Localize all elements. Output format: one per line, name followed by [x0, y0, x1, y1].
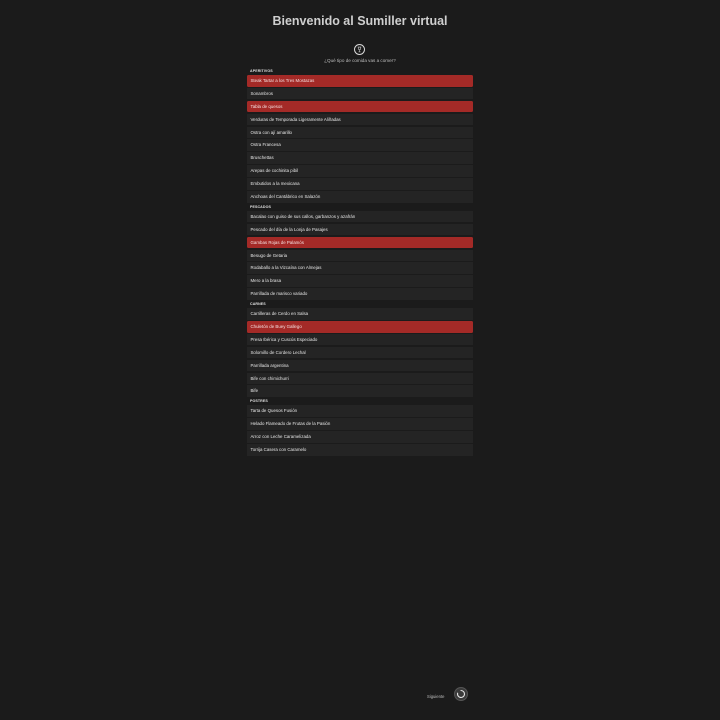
menu-item[interactable]: Torrija Casera con Caramelo: [247, 444, 473, 456]
wine-glass-icon: [354, 44, 365, 55]
next-label: Siguiente: [427, 693, 445, 699]
menu-item[interactable]: Bife con chimichurri: [247, 373, 473, 385]
menu-item[interactable]: Pescado del día de la Lonja de Pasajes: [247, 224, 473, 236]
menu-item[interactable]: Gambas Rojas de Palamós: [247, 237, 473, 249]
menu-item[interactable]: Arepas de cochinita pibil: [247, 165, 473, 177]
menu-item[interactable]: Parrillada de marisco variado: [247, 288, 473, 300]
menu-item[interactable]: Ostra con ají amarillo: [247, 127, 473, 139]
section-header-carnes: CARNES: [250, 302, 266, 307]
menu-item[interactable]: Bife: [247, 385, 473, 397]
menu-item[interactable]: Carrilleras de Cerdo en Salsa: [247, 308, 473, 320]
menu-item[interactable]: Tarta de Quesos Fusión: [247, 405, 473, 417]
food-question: ¿Qué tipo de comida vas a comer?: [324, 58, 396, 63]
menu-item[interactable]: Presa Ibérica y Cuscús Especiado: [247, 334, 473, 346]
spinner-icon: [456, 689, 466, 699]
section-header-aperitivos: APERITIVOS: [250, 69, 273, 73]
section-header-postres: POSTRES: [250, 399, 268, 404]
page-title: Bienvenido al Sumiller virtual: [272, 14, 448, 28]
menu-item[interactable]: Arroz con Leche Caramelizada: [247, 431, 473, 443]
menu-item[interactable]: Ostra Francesa: [247, 139, 473, 151]
menu-item[interactable]: Mero a la brasa: [247, 275, 473, 287]
menu-item[interactable]: Rodaballo a la Vizcaína con Almejas: [247, 262, 473, 274]
next-button[interactable]: [454, 687, 468, 701]
food-menu: [247, 68, 473, 457]
menu-item[interactable]: Parrillada argentina: [247, 360, 473, 372]
menu-item[interactable]: Bruschettas: [247, 152, 473, 164]
menu-item[interactable]: Sonambros: [247, 88, 473, 100]
menu-item[interactable]: Chuletón de Buey Gallego: [247, 321, 473, 333]
menu-item[interactable]: Besugo de Getaria: [247, 250, 473, 262]
menu-item[interactable]: Verduras de Temporada Ligeramente Aliñadas: [247, 114, 473, 126]
menu-item[interactable]: Tabla de quesos: [247, 101, 473, 113]
menu-item[interactable]: Anchoas del Cantábrico en Salazón: [247, 191, 473, 203]
menu-item[interactable]: Embutidos a la mexicana: [247, 178, 473, 190]
section-header-pescados: PESCADOS: [250, 204, 271, 209]
menu-item[interactable]: Solomillo de Cordero Lechal: [247, 347, 473, 359]
menu-item[interactable]: Helado Flameado de Frutas de la Pasión: [247, 418, 473, 430]
menu-item[interactable]: Steak Tartar a los Tres Mostazas: [247, 75, 473, 87]
menu-item[interactable]: Bacalao con guiso de sus callos, garbanzos y azafrán: [247, 211, 473, 223]
